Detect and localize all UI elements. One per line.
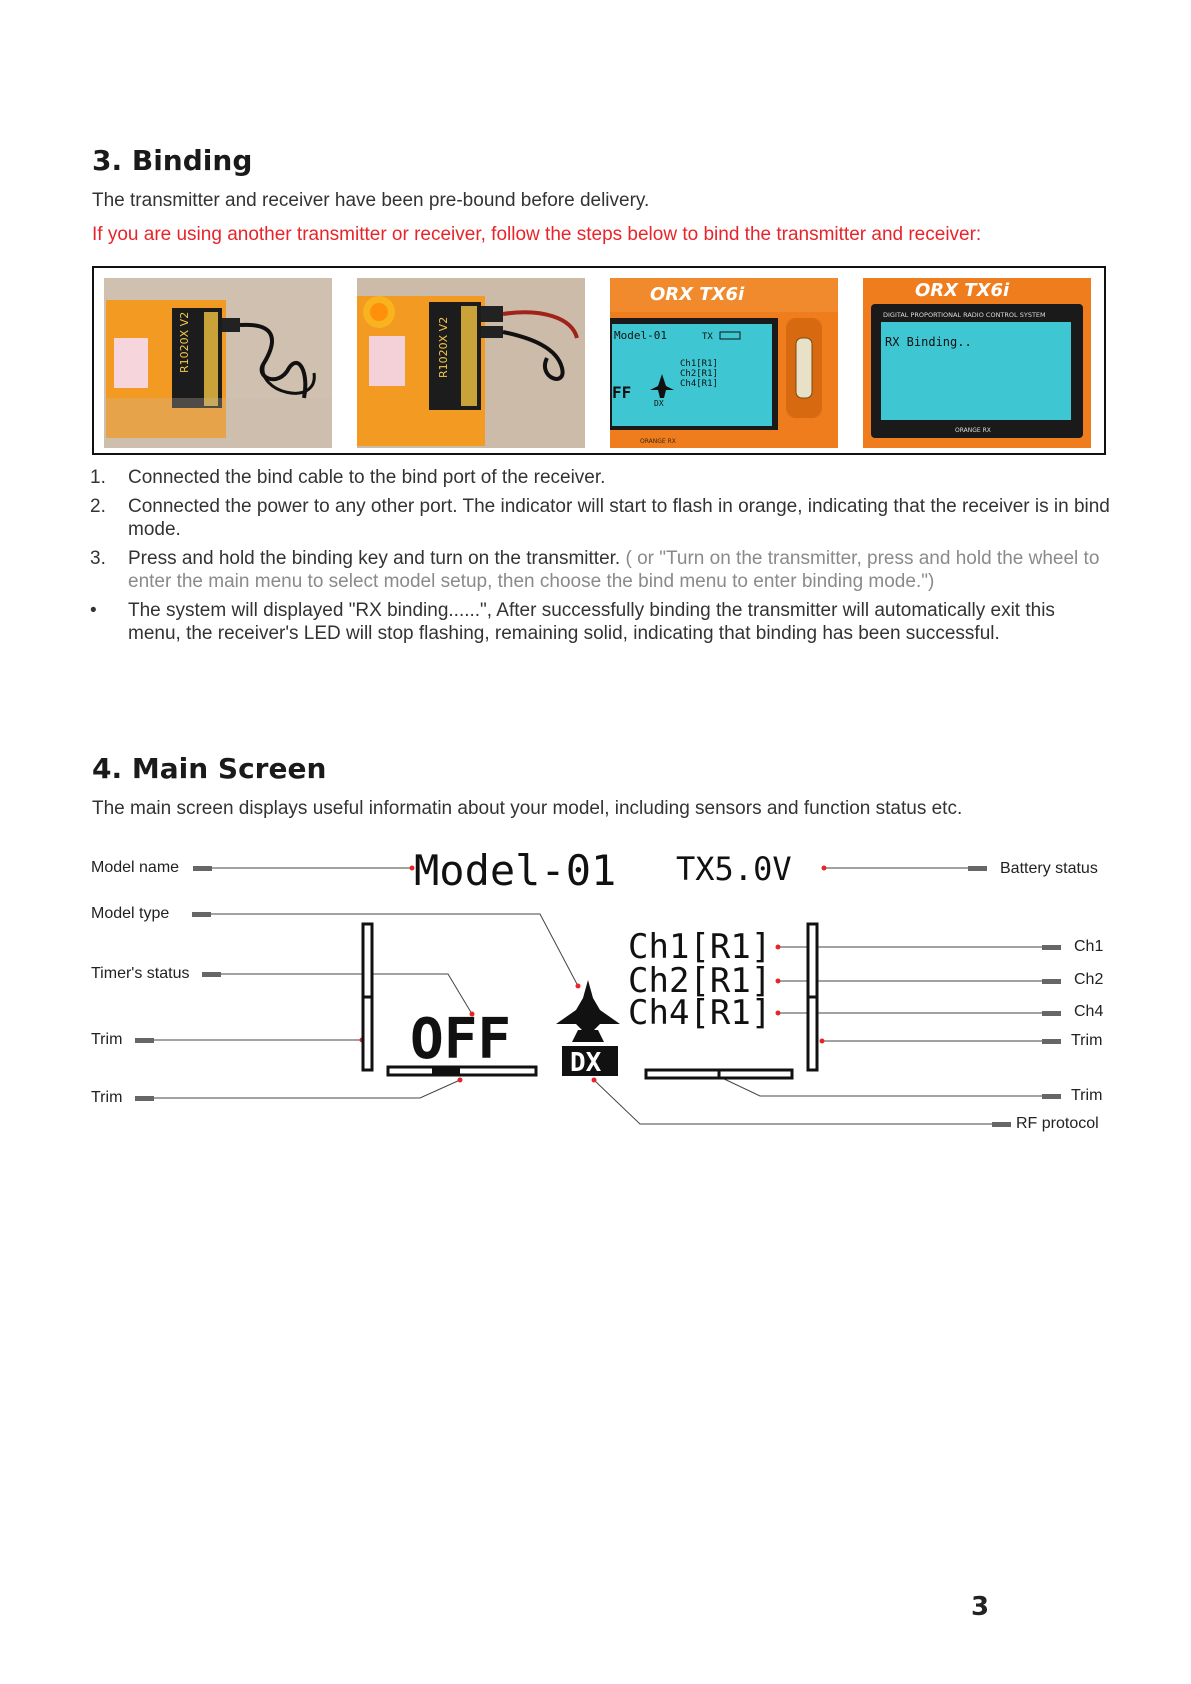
display-rf: DX [570,1048,602,1078]
binding-step-result [90,599,1110,645]
display-ch2: Ch2[R1] [628,961,772,1001]
step-bullet: • [90,600,97,621]
label-trim-right-vertical: Trim [1071,1032,1103,1049]
display-battery: TX5.0V [676,850,792,888]
binding-step-3 [90,547,1110,593]
label-ch4: Ch4 [1074,1003,1104,1020]
step-number: 2. [90,496,106,517]
display-ch4: Ch4[R1] [628,993,772,1033]
binding-steps [90,466,1110,651]
label-ch2: Ch2 [1074,971,1104,988]
photo-tx-main-screen [610,278,838,448]
photo3-brand: ORX TX6i [650,284,745,305]
label-ch1: Ch1 [1074,938,1104,955]
photo1-rx-label: R1020X V2 [178,311,191,373]
photo3-off: FF [612,383,632,402]
binding-title: 3. Binding [92,144,253,177]
label-model-type: Model type [91,905,170,922]
step-text: Connected the power to any other port. The indicator will start to flash in orange, indicating that the receiver is in bind mode. [128,496,1110,540]
photo4-subtitle: DIGITAL PROPORTIONAL RADIO CONTROL SYSTEM [883,311,1046,319]
airplane-model-type-icon [556,980,620,1042]
label-trim-right-horizontal: Trim [1071,1087,1103,1104]
binding-step-1 [90,466,1110,489]
photo3-ch2: Ch2[R1] [680,369,718,379]
step-aside: ( or "Turn on the transmitter, press and hold the wheel to enter the main menu to select model setup, then choose the bind menu to enter binding mode.") [128,548,1100,592]
main-screen-title: 4. Main Screen [92,752,327,785]
photo4-brand: ORX TX6i [915,280,1010,301]
main-screen-intro: The main screen displays useful informatin about your model, including sensors and function status etc. [92,798,963,819]
photo4-footer: ORANGE RX [955,427,991,434]
step-number: 3. [90,548,106,569]
photo3-ch4: Ch4[R1] [680,379,718,389]
photo2-rx-label: R1020X V2 [437,316,450,378]
photo-tx-binding-screen [863,278,1091,448]
main-screen-diagram [0,830,1191,1150]
photo4-binding-text: RX Binding.. [885,335,972,349]
display-timer: OFF [410,1007,512,1072]
photo-receiver-led [357,278,585,448]
binding-note: If you are using another transmitter or receiver, follow the steps below to bind the transmitter and receiver: [92,224,982,245]
label-trim-left-horizontal: Trim [91,1089,123,1106]
photo-receiver-bind-cable [104,278,332,448]
binding-photo-strip [92,266,1106,455]
display-model-name: Model-01 [414,846,617,895]
binding-intro: The transmitter and receiver have been pre-bound before delivery. [92,190,650,211]
page-number: 3 [971,1592,990,1622]
label-battery-status: Battery status [1000,860,1098,877]
label-model-name: Model name [91,859,180,876]
photo3-dx: DX [654,399,664,408]
step-text: Press and hold the binding key and turn on the transmitter. [128,548,621,569]
photo3-tx: TX [702,332,713,342]
label-rf-protocol: RF protocol [1016,1115,1099,1132]
label-trim-left-vertical: Trim [91,1031,123,1048]
display-ch1: Ch1[R1] [628,927,772,967]
binding-step-2 [90,495,1110,541]
photo3-model: Model-01 [614,329,667,342]
step-number: 1. [90,467,106,488]
step-text: The system will displayed "RX binding......", After successfully binding the transmitter will automatically exit this menu, the receiver's LED will stop flashing, remaining solid, indicating that binding has been successful. [128,600,1055,644]
photo3-ch1: Ch1[R1] [680,359,718,369]
label-timer-status: Timer's status [91,965,190,982]
photo3-footer: ORANGE RX [640,438,676,445]
step-text: Connected the bind cable to the bind port of the receiver. [128,467,606,488]
